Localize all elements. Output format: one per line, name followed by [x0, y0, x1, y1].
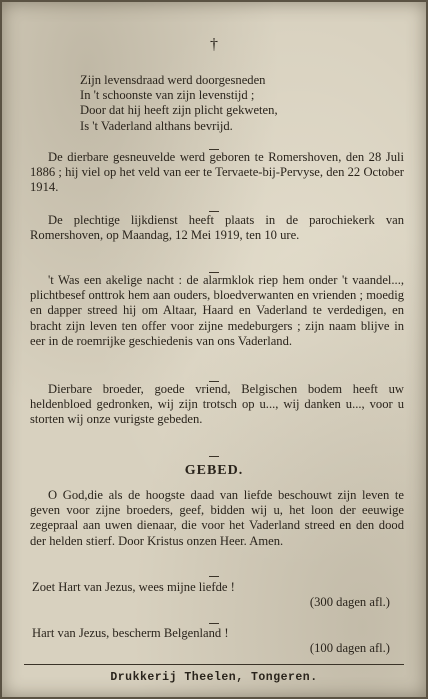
poem-stanza — [80, 73, 278, 134]
poem-line: Zijn levensdraad werd doorgesneden — [80, 73, 266, 87]
cross-icon: † — [210, 36, 218, 53]
service-paragraph — [30, 213, 404, 243]
invocation — [30, 626, 404, 656]
separator — [2, 447, 426, 459]
divider — [24, 664, 404, 665]
prayer-text: O God,die als de hoogste daad van liefde beschouwt zijn leven te geven voor zijne broeders, geef, bidden wij u, het loon der eeuwige zegepraal aan uwen dienaar, die voor het Vaderland streed en den dood der helden stierf. Door Kristus onzen Heer. Amen. — [30, 488, 404, 548]
poem-line: Door dat hij heeft zijn plicht gekweten, — [80, 103, 278, 118]
brother-text: Dierbare broeder, goede vriend, Belgischen bodem heeft uw heldenbloed gedronken, wij zijn trotsch op u..., wij danken u..., voor u storten wij onze vurigste gebeden. — [30, 382, 404, 427]
indulgence-text: (100 dagen afl.) — [309, 641, 390, 656]
night-text: 't Was een akelige nacht : de alarmklok riep hem onder 't vaandel..., plichtbesef onttrok hem aan ouders, bloedverwanten en vrienden ; moedig en dapper streed hij om Altaar, Haard en Vaderland te verdedigen, en bracht zijn leven ten offer voor zijne medeburgers ; zijn naam blijve in eer in de roemrijke geschiedenis van ons Vaderland. — [30, 273, 404, 348]
invocation-text: Hart van Jezus, bescherm Belgenland ! — [32, 626, 229, 640]
brother-paragraph — [30, 382, 404, 428]
birth-paragraph — [30, 150, 404, 196]
service-text: De plechtige lijkdienst heeft plaats in de parochiekerk van Romershoven, op Maandag, 12 Mei 1919, ten 10 ure. — [30, 213, 404, 243]
prayer-paragraph — [30, 488, 404, 549]
birth-text: De dierbare gesneuvelde werd geboren te Romershoven, den 28 Juli 1886 ; hij viel op het veld van eer te Tervaete-bij-Pervyse, den 22 October 1914. — [30, 150, 404, 195]
poem-line: Is 't Vaderland althans bevrijd. — [80, 118, 233, 133]
printer-credit: Drukkerij Theelen, Tongeren. — [110, 671, 318, 684]
separator — [2, 567, 426, 579]
indulgence-text: (300 dagen afl.) — [309, 595, 390, 610]
night-paragraph — [30, 273, 404, 349]
poem-line: In 't schoonste van zijn levenstijd ; — [80, 88, 255, 103]
invocation — [30, 580, 404, 610]
separator — [2, 614, 426, 626]
invocation-text: Zoet Hart van Jezus, wees mijne liefde ! — [32, 580, 235, 594]
prayer-heading: GEBED. — [184, 463, 244, 478]
